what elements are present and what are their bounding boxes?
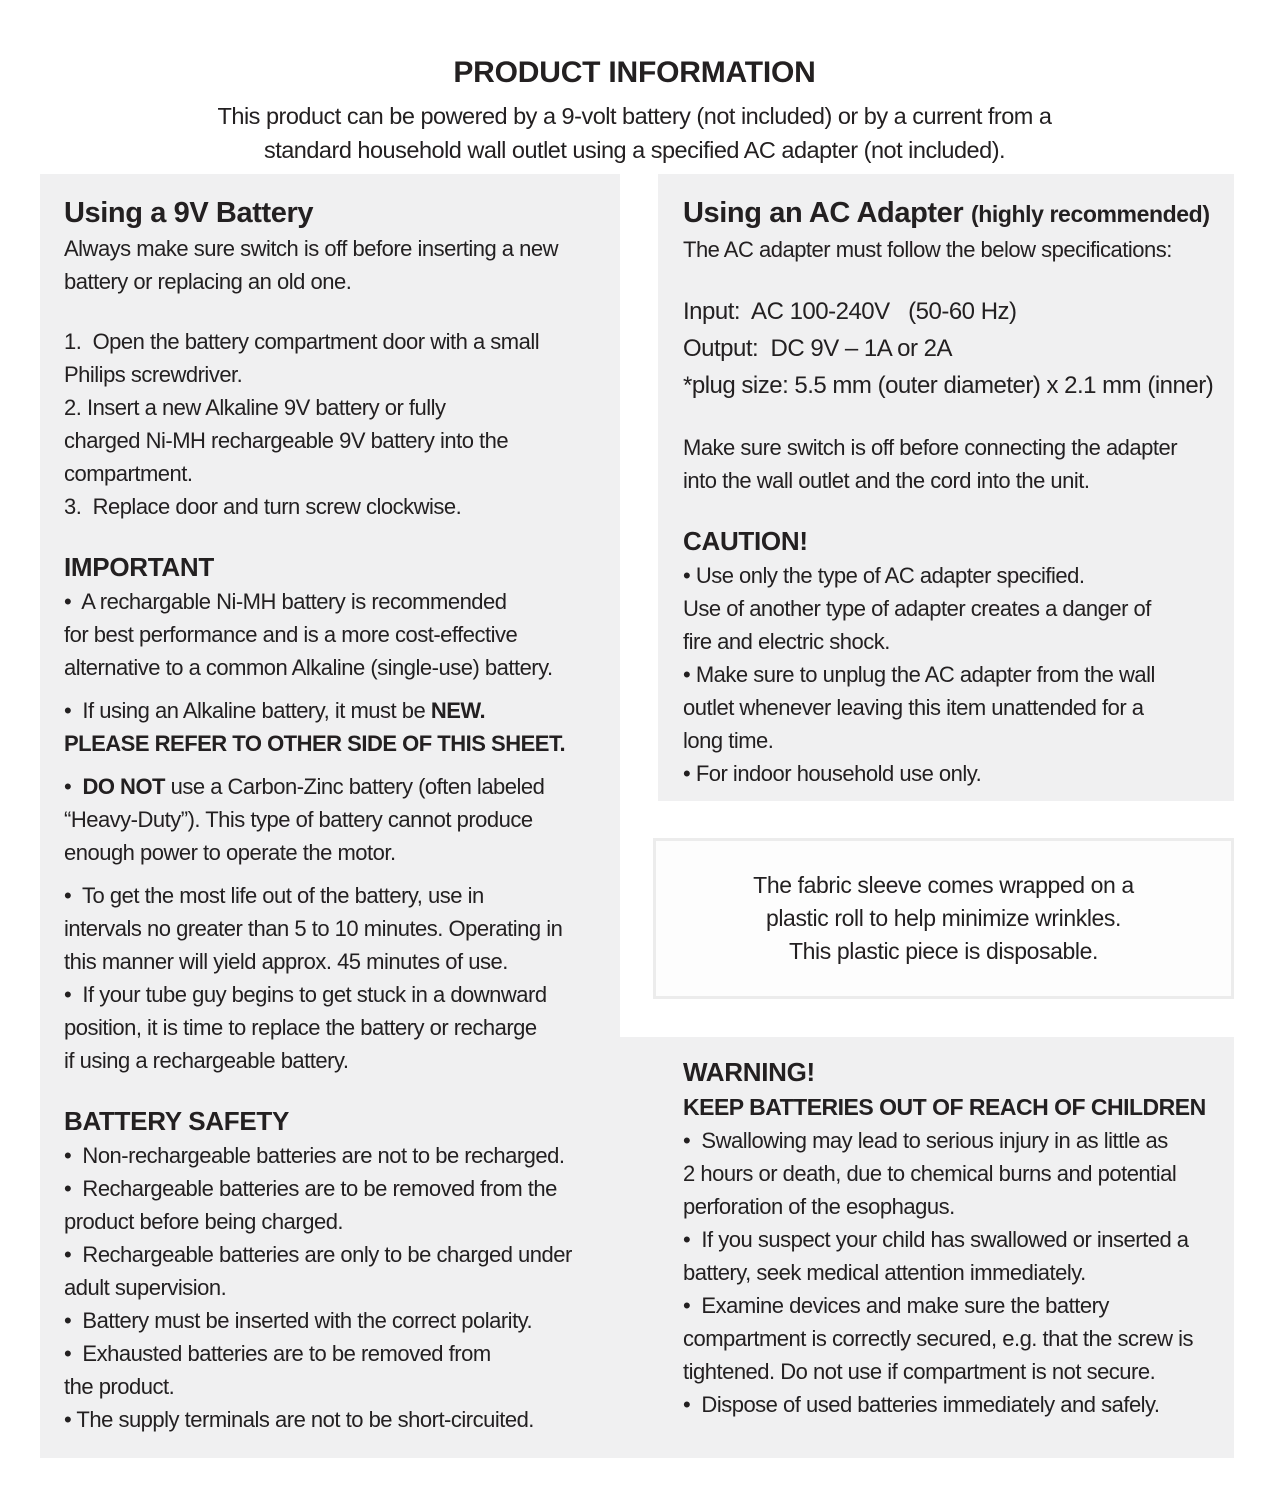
text-line: Output: DC 9V – 1A or 2A <box>683 335 952 362</box>
text-line: BATTERY SAFETY <box>64 1106 290 1136</box>
text-line: • Rechargeable batteries are only to be charged under <box>64 1242 572 1267</box>
text-line: • Exhausted batteries are to be removed from <box>64 1341 491 1366</box>
text-line: IMPORTANT <box>64 552 214 582</box>
text-line: if using a rechargeable battery. <box>64 1048 349 1073</box>
fabric-sleeve-note-box <box>653 838 1234 999</box>
section-heading-ac-adapter <box>683 194 1234 233</box>
text-line: • A rechargable Ni-MH battery is recommended <box>64 589 507 614</box>
text-line: • To get the most life out of the battery, use in <box>64 883 484 908</box>
text-line: The AC adapter must follow the below specifications: <box>683 237 1172 262</box>
bold-text-segment: DO NOT <box>82 774 165 799</box>
section-heading-9v-battery: Using a 9V Battery <box>64 197 314 229</box>
text-line: charged Ni-MH rechargeable 9V battery into the <box>64 428 509 453</box>
section-9v-battery <box>40 174 620 1458</box>
text-line: compartment. <box>64 461 193 486</box>
text-line: outlet whenever leaving this item unattended for a <box>683 695 1144 720</box>
section-body-warning <box>683 1055 1234 1421</box>
text-line: fire and electric shock. <box>683 629 890 654</box>
text-line: product before being charged. <box>64 1209 344 1234</box>
bold-text-segment: PLEASE REFER TO OTHER SIDE OF THIS SHEET. <box>64 731 566 756</box>
text-line: • Rechargeable batteries are to be removed from the <box>64 1176 557 1201</box>
text-line: battery, seek medical attention immediately. <box>683 1260 1086 1285</box>
text-line: long time. <box>683 728 774 753</box>
text-line: • The supply terminals are not to be short-circuited. <box>64 1407 534 1432</box>
text-line: • If your tube guy begins to get stuck in a downward <box>64 982 547 1007</box>
text-line: Make sure switch is off before connecting the adapter <box>683 435 1178 460</box>
text-line: *plug size: 5.5 mm (outer diameter) x 2.1 mm (inner) <box>683 372 1214 399</box>
text-line: the product. <box>64 1374 175 1399</box>
section-warning <box>620 1037 1234 1458</box>
bold-text-segment: NEW. <box>430 698 486 723</box>
text-line: 3. Replace door and turn screw clockwise. <box>64 494 462 519</box>
note-line: The fabric sleeve comes wrapped on a <box>753 872 1134 898</box>
text-line: Philips screwdriver. <box>64 362 243 387</box>
text-line: “Heavy-Duty”). This type of battery cannot produce <box>64 807 533 832</box>
heading-main-text: Using an AC Adapter <box>683 197 971 229</box>
text-line: Use of another type of adapter creates a danger of <box>683 596 1151 621</box>
text-line: Always make sure switch is off before inserting a new <box>64 236 558 261</box>
subtitle-line: This product can be powered by a 9-volt battery (not included) or by a current from a <box>217 103 1052 129</box>
text-line <box>64 770 620 803</box>
text-line: • Use only the type of AC adapter specified. <box>683 563 1085 588</box>
text-line: perforation of the esophagus. <box>683 1194 955 1219</box>
note-line: plastic roll to help minimize wrinkles. <box>765 905 1122 931</box>
page-subtitle <box>0 99 1269 167</box>
heading-note-text: (highly recommended) <box>970 201 1210 227</box>
text-line: CAUTION! <box>683 526 808 556</box>
text-line: • Non-rechargeable batteries are not to be recharged. <box>64 1143 565 1168</box>
text-line: WARNING! <box>683 1057 815 1087</box>
text-segment: • <box>64 774 83 799</box>
text-line: tightened. Do not use if compartment is not secure. <box>683 1359 1156 1384</box>
text-line: adult supervision. <box>64 1275 227 1300</box>
text-line: • If you suspect your child has swallowed or inserted a <box>683 1227 1189 1252</box>
text-line: 2 hours or death, due to chemical burns and potential <box>683 1161 1177 1186</box>
text-line: 1. Open the battery compartment door with a small <box>64 329 540 354</box>
text-line: Input: AC 100-240V (50-60 Hz) <box>683 298 1017 325</box>
note-line: This plastic piece is disposable. <box>789 938 1098 964</box>
text-segment: • If using an Alkaline battery, it must be <box>64 698 431 723</box>
text-line: enough power to operate the motor. <box>64 840 396 865</box>
text-line: KEEP BATTERIES OUT OF REACH OF CHILDREN <box>683 1094 1206 1120</box>
text-line: into the wall outlet and the cord into the unit. <box>683 468 1090 493</box>
text-line: compartment is correctly secured, e.g. that the screw is <box>683 1326 1193 1351</box>
text-line: • Examine devices and make sure the battery <box>683 1293 1109 1318</box>
page-title: PRODUCT INFORMATION <box>453 56 816 89</box>
section-body-ac-adapter <box>683 233 1234 790</box>
text-line: 2. Insert a new Alkaline 9V battery or fully <box>64 395 446 420</box>
subtitle-line: standard household wall outlet using a specified AC adapter (not included). <box>263 137 1006 163</box>
text-line: this manner will yield approx. 45 minutes of use. <box>64 949 508 974</box>
section-body-9v-battery <box>64 232 620 1436</box>
text-segment: use a Carbon-Zinc battery (often labeled <box>165 774 545 799</box>
text-line: for best performance and is a more cost-effective <box>64 622 518 647</box>
text-line <box>64 694 620 727</box>
section-ac-adapter <box>658 174 1234 801</box>
text-line: • Make sure to unplug the AC adapter from the wall <box>683 662 1155 687</box>
text-line: intervals no greater than 5 to 10 minutes. Operating in <box>64 916 563 941</box>
text-line <box>64 727 620 760</box>
text-line: • Dispose of used batteries immediately and safely. <box>683 1392 1160 1417</box>
text-line: battery or replacing an old one. <box>64 269 352 294</box>
text-line: alternative to a common Alkaline (single-use) battery. <box>64 655 553 680</box>
text-line: position, it is time to replace the battery or recharge <box>64 1015 537 1040</box>
text-line: • Battery must be inserted with the correct polarity. <box>64 1308 533 1333</box>
text-line: • For indoor household use only. <box>683 761 982 786</box>
text-line: • Swallowing may lead to serious injury in as little as <box>683 1128 1168 1153</box>
